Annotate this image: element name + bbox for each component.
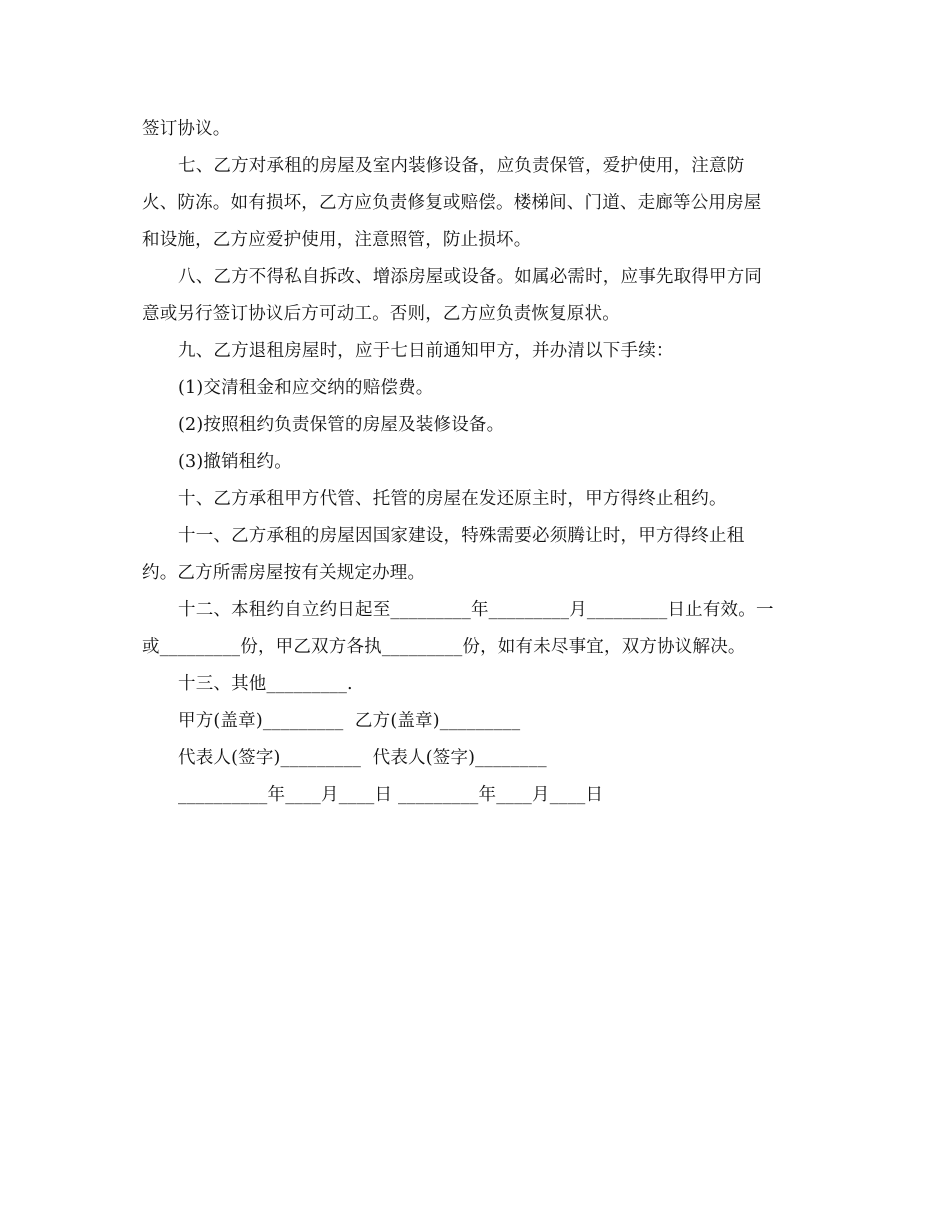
clause-7-line-2: 火、防冻。如有损坏，乙方应负责修复或赔偿。楼梯间、门道、走廊等公用房屋	[142, 193, 762, 213]
seal-line: 甲方(盖章)_________ 乙方(盖章)_________	[178, 711, 521, 731]
date-line: __________年____月____日 _________年____月____日	[178, 785, 604, 805]
signature-line: 代表人(签字)_________ 代表人(签字)________	[178, 748, 547, 768]
clause-12-line-1: 十二、本租约自立约日起至_________年_________月_________日止有效。一	[178, 600, 774, 620]
clause-13-line: 十三、其他_________.	[178, 674, 353, 694]
clause-9-item-3: (3)撤销租约。	[178, 452, 292, 472]
clause-11-line-1: 十一、乙方承租的房屋因国家建设，特殊需要必须腾让时，甲方得终止租	[178, 526, 745, 546]
clause-8-line-2: 意或另行签订协议后方可动工。否则，乙方应负责恢复原状。	[142, 304, 620, 324]
clause-10-line: 十、乙方承租甲方代管、托管的房屋在发还原主时，甲方得终止租约。	[178, 489, 727, 509]
clause-8-line-1: 八、乙方不得私自拆改、增添房屋或设备。如属必需时，应事先取得甲方同	[178, 267, 763, 287]
clause-7-line-1: 七、乙方对承租的房屋及室内装修设备，应负责保管，爱护使用，注意防	[178, 156, 745, 176]
clause-12-line-2: 或_________份，甲乙双方各执_________份，如有未尽事宜，双方协议解决。	[142, 637, 746, 657]
text-line: 签订协议。	[142, 119, 231, 139]
clause-9-item-1: (1)交清租金和应交纳的赔偿费。	[178, 378, 434, 398]
clause-9-item-2: (2)按照租约负责保管的房屋及装修设备。	[178, 415, 505, 435]
clause-7-line-3: 和设施，乙方应爱护使用，注意照管，防止损坏。	[142, 230, 532, 250]
clause-9-line: 九、乙方退租房屋时，应于七日前通知甲方，并办清以下手续：	[178, 341, 674, 361]
clause-11-line-2: 约。乙方所需房屋按有关规定办理。	[142, 563, 426, 583]
